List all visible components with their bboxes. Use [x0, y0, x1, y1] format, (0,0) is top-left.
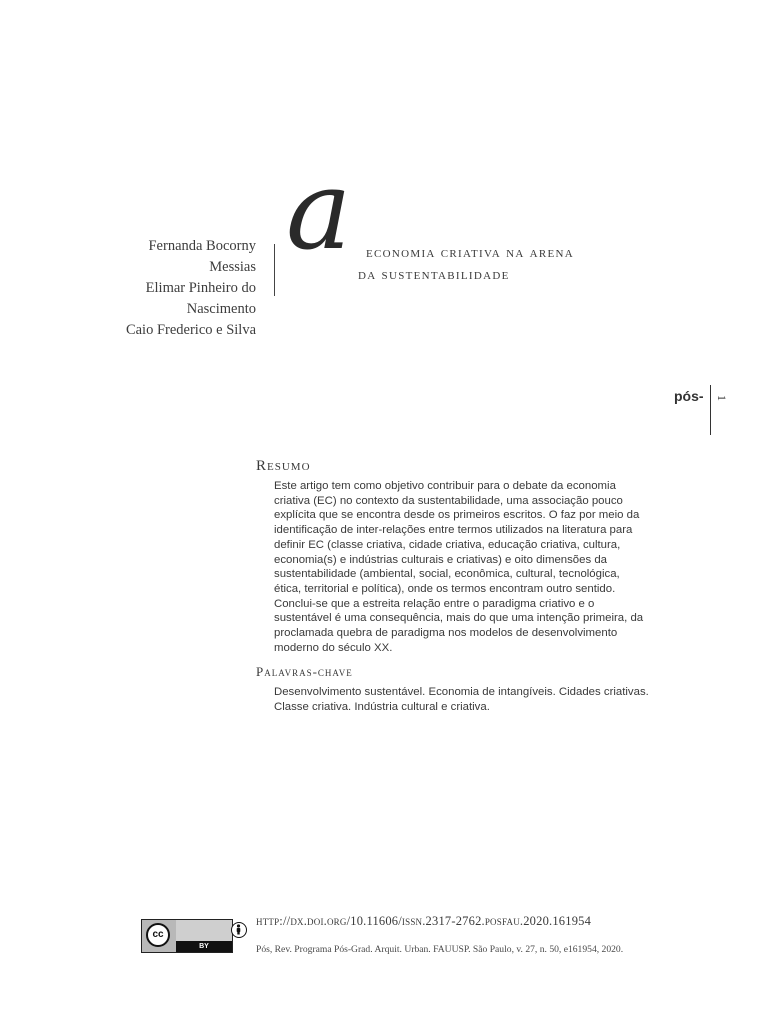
article-title [358, 242, 658, 286]
journal-citation: Pós, Rev. Programa Pós-Grad. Arquit. Urban. FAUUSP. São Paulo, v. 27, n. 50, e161954, 2020. [256, 944, 624, 955]
author-name: Elimar Pinheiro do [145, 280, 256, 296]
abstract-heading: Resumo [256, 458, 311, 474]
page-number: 1 [715, 395, 729, 401]
by-label: BY [176, 941, 232, 952]
author-list [86, 236, 256, 341]
cc-by-license-badge[interactable] [141, 919, 233, 953]
author-name: Caio Frederico e Silva [125, 322, 256, 338]
keywords-text: Desenvolvimento sustentável. Economia de intangíveis. Cidades criativas. Classe criativa. Indústria cultural e criativa. [274, 686, 649, 713]
doi-link[interactable]: http://dx.doi.org/10.11606/issn.2317-2762.posfau.2020.161954 [256, 914, 592, 928]
title-drop-letter: a [286, 146, 352, 274]
author-name: Messias [209, 259, 256, 275]
title-line: economia criativa na arena [366, 245, 575, 261]
author-name: Nascimento [186, 301, 256, 317]
author-name: Fernanda Bocorny [148, 238, 256, 254]
abstract-text: Este artigo tem como objetivo contribuir para o debate da economia criativa (EC) no contexto da sustentabilidade, uma associação pouco explícita que se encontra desde os primeiros escritos. O faz por meio da identificação de inter-relações entre termos utilizados na literatura para definir EC (classe criativa, cidade criativa, educação criativa, cultura, economia(s) e indústrias culturais e criativas) e oito dimensões da sustentabilidade (ambiental, social, econômica, cultural, tecnológica, ética, territorial e política), onde os termos encontram outro sentido. Conclui-se que a estreita relação entre o paradigma criativo e o sustentável é uma consequência, mais do que uma intenção primeira, da proclamada quebra de paradigma nos modelos de desenvolvimento moderno do século XX. [274, 480, 644, 654]
author-divider [274, 244, 275, 296]
title-line: da sustentabilidade [358, 267, 510, 283]
journal-divider [710, 385, 711, 435]
attribution-person-icon [231, 922, 247, 938]
keywords-heading: Palavras-chave [256, 664, 353, 679]
creative-commons-icon: cc [146, 923, 170, 947]
journal-label: pós- [674, 388, 704, 404]
cc-panel [142, 920, 176, 952]
